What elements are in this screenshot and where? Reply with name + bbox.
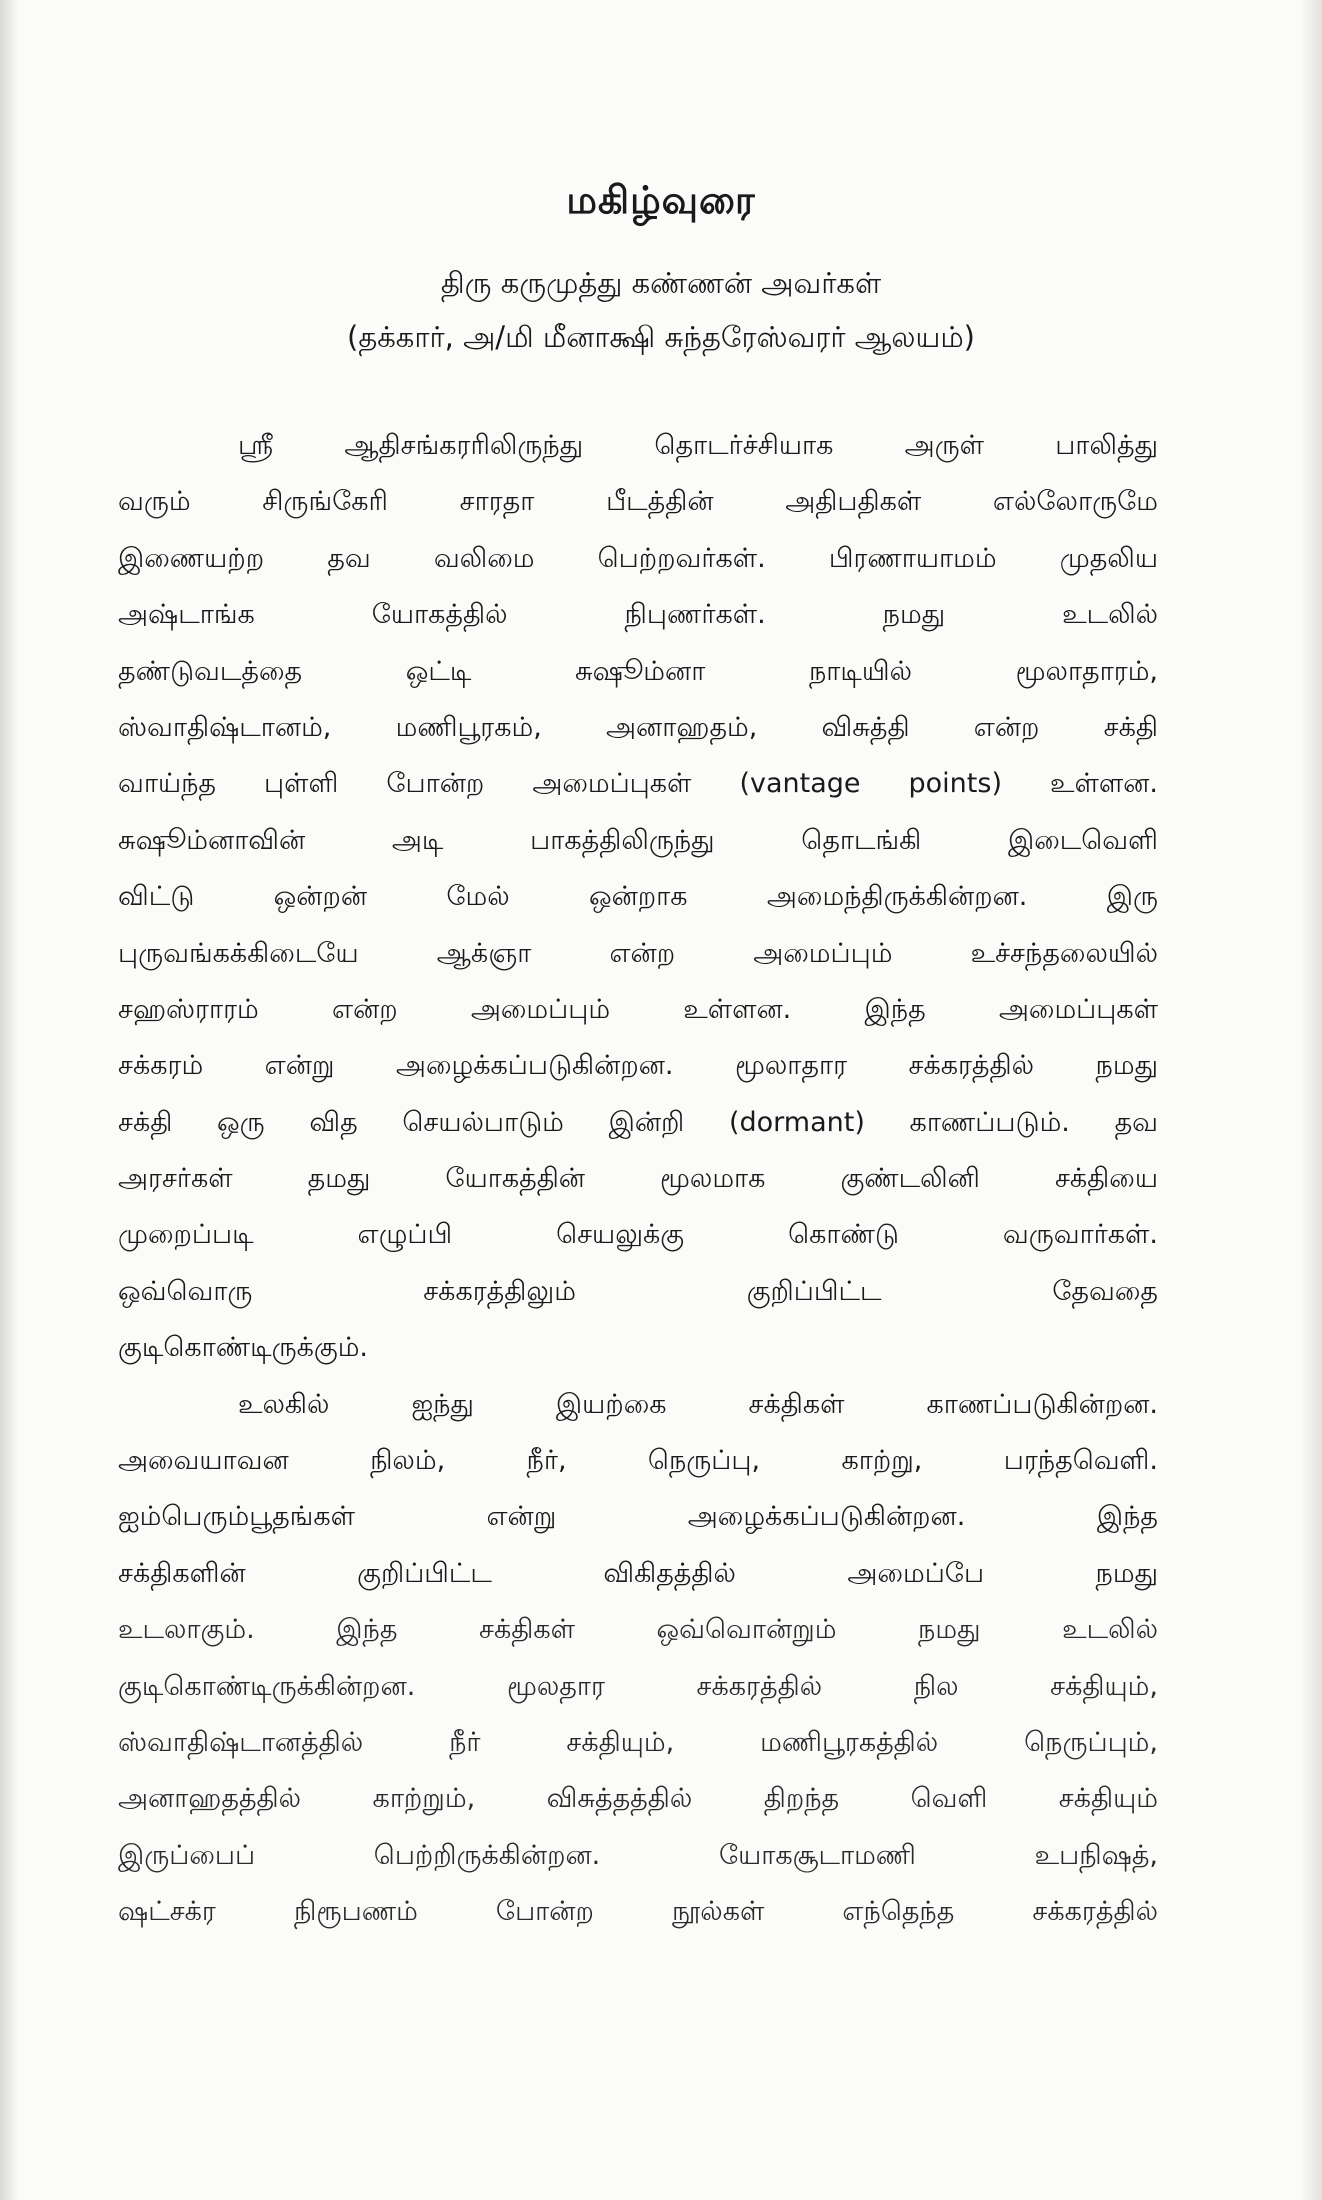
text-line: சக்திகளின் குறிப்பிட்ட விகிதத்தில் அமைப்பே நமது <box>118 1557 1158 1589</box>
text-line: வாய்ந்த புள்ளி போன்ற அமைப்புகள் (vantage points) உள்ளன. <box>118 768 1158 800</box>
paragraph-1 <box>118 418 1158 1377</box>
page-title: மகிழ்வுரை <box>566 178 756 222</box>
text-line: அரசர்கள் தமது யோகத்தின் மூலமாக குண்டலினி சக்தியை <box>118 1163 1158 1195</box>
text-line: முறைப்படி எழுப்பி செயலுக்கு கொண்டு வருவார்கள். <box>118 1219 1158 1251</box>
text-line: உலகில் ஐந்து இயற்கை சக்திகள் காணப்படுகின்றன. <box>238 1388 1158 1420</box>
text-line: இருப்பைப் பெற்றிருக்கின்றன. யோகசூடாமணி உபநிஷத், <box>118 1839 1158 1871</box>
text-line: சக்தி ஒரு வித செயல்பாடும் இன்றி (dormant) காணப்படும். தவ <box>118 1106 1158 1138</box>
text-line: குடிகொண்டிருக்கும். <box>118 1332 369 1364</box>
text-line: ஸ்ரீ ஆதிசங்கரரிலிருந்து தொடர்ச்சியாக அருள் பாலித்து <box>238 430 1158 461</box>
text-line: குடிகொண்டிருக்கின்றன. மூலதார சக்கரத்தில் நில சக்தியும், <box>118 1670 1158 1702</box>
text-line: அவையாவன நிலம், நீர், நெருப்பு, காற்று, பரந்தவெளி. <box>118 1445 1158 1477</box>
text-line: இணையற்ற தவ வலிமை பெற்றவர்கள். பிரணாயாமம் முதலிய <box>118 542 1158 574</box>
text-line: விட்டு ஒன்றன் மேல் ஒன்றாக அமைந்திருக்கின்றன. இரு <box>118 881 1158 913</box>
text-line: புருவங்கக்கிடையே ஆக்ஞா என்ற அமைப்பும் உச்சந்தலையில் <box>118 937 1158 969</box>
text-line: உடலாகும். இந்த சக்திகள் ஒவ்வொன்றும் நமது உடலில் <box>118 1614 1158 1646</box>
text-line: ஸ்வாதிஷ்டானத்தில் நீர் சக்தியும், மணிபூரகத்தில் நெருப்பும், <box>118 1726 1158 1758</box>
author-role: (தக்கார், அ/மி மீனாக்ஷி சுந்தரேஸ்வரர் ஆலயம்) <box>347 320 975 354</box>
text-line: சஹஸ்ராரம் என்ற அமைப்பும் உள்ளன. இந்த அமைப்புகள் <box>118 993 1158 1025</box>
author-name: திரு கருமுத்து கண்ணன் அவர்கள் <box>440 266 882 300</box>
text-line: வரும் சிருங்கேரி சாரதா பீடத்தின் அதிபதிகள் எல்லோருமே <box>118 486 1158 518</box>
text-line: சுஷூம்னாவின் அடி பாகத்திலிருந்து தொடங்கி இடைவெளி <box>118 824 1158 856</box>
text-line: ஒவ்வொரு சக்கரத்திலும் குறிப்பிட்ட தேவதை <box>118 1275 1158 1307</box>
text-line: ஸ்வாதிஷ்டானம், மணிபூரகம், அனாஹதம், விசுத்தி என்ற சக்தி <box>118 711 1158 743</box>
text-line: அஷ்டாங்க யோகத்தில் நிபுணர்கள். நமது உடலில் <box>118 599 1158 631</box>
text-line: சக்கரம் என்று அழைக்கப்படுகின்றன. மூலாதார சக்கரத்தில் நமது <box>118 1050 1158 1082</box>
body-text <box>118 418 1158 1941</box>
text-line: அனாஹதத்தில் காற்றும், விசுத்தத்தில் திறந்த வெளி சக்தியும் <box>118 1783 1158 1815</box>
text-line: தண்டுவடத்தை ஒட்டி சுஷூம்னா நாடியில் மூலாதாரம், <box>118 655 1158 687</box>
text-line: ஐம்பெரும்பூதங்கள் என்று அழைக்கப்படுகின்றன. இந்த <box>118 1501 1158 1533</box>
text-line: ஷட்சக்ர நிரூபணம் போன்ற நூல்கள் எந்தெந்த சக்கரத்தில் <box>118 1896 1158 1928</box>
paragraph-2 <box>118 1377 1158 1941</box>
